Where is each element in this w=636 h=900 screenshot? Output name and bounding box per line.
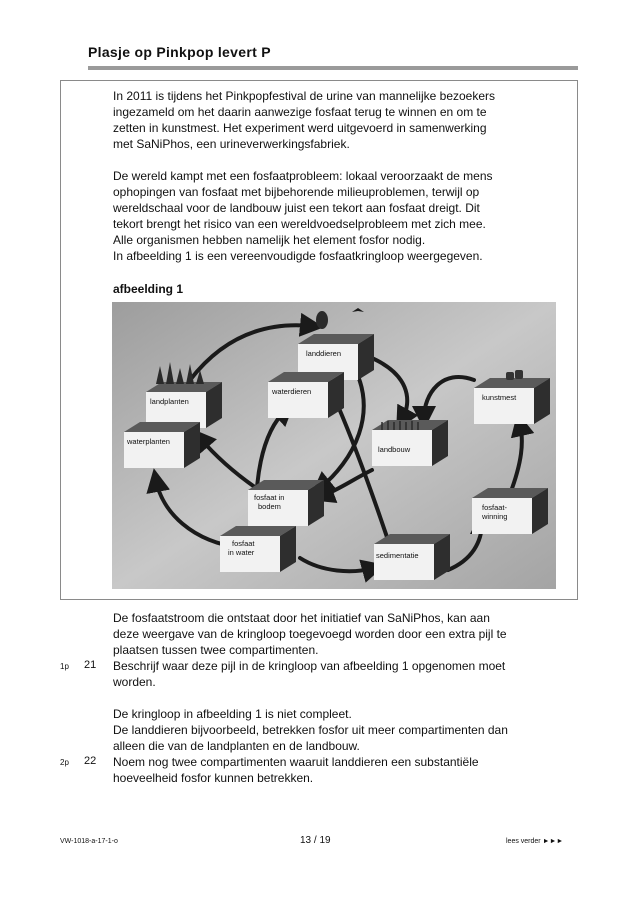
intro-paragraph-1 [113, 88, 568, 152]
text-line: plaatsen tussen twee compartimenten. [113, 643, 319, 657]
intro-paragraph-2 [113, 168, 568, 264]
label-landdieren: landdieren [306, 349, 342, 358]
text-line: wereldschaal voor de landbouw juist een tekort aan fosfaat dreigt. Dit [113, 201, 480, 215]
label-kunstmest: kunstmest [482, 393, 517, 402]
text-line: Alle organismen hebben namelijk het element fosfor nodig. [113, 233, 426, 247]
page-number: 13 / 19 [300, 835, 331, 846]
text-line: ingezameld om het daarin aanwezige fosfaat terug te winnen en om te [113, 105, 487, 119]
exam-code: VW-1018-a-17-1-o [60, 838, 118, 845]
compartment-fosfaat-in-bodem [248, 480, 324, 526]
compartment-sedimentatie [374, 534, 450, 580]
label-fosfaat-bodem-2: bodem [258, 502, 281, 511]
phosphate-cycle-figure [112, 302, 556, 589]
text-line: alleen die van de landplanten en de landbouw. [113, 739, 360, 753]
cycle-diagram [112, 302, 556, 589]
text-line: tekort brengt het risico van een wereldvoedselprobleem met zich mee. [113, 217, 486, 231]
question-22-number: 22 [84, 755, 97, 767]
compartment-waterdieren [268, 372, 344, 418]
text-line: De landdieren bijvoorbeeld, betrekken fosfor uit meer compartimenten dan [113, 723, 508, 737]
title-divider [88, 66, 578, 70]
question-21-marks: 1p [60, 662, 69, 671]
continue-indicator: lees verder ►►► [506, 838, 564, 845]
text-line: De kringloop in afbeelding 1 is niet compleet. [113, 707, 352, 721]
label-fosfaat-water-1: fosfaat [232, 539, 255, 548]
context-paragraph-2 [113, 706, 568, 754]
text-line: worden. [113, 675, 156, 689]
text-line: ophopingen van fosfaat met bijbehorende milieuproblemen, terwijl op [113, 185, 480, 199]
text-line: Noem nog twee compartimenten waaruit landdieren een substantiële [113, 755, 479, 769]
text-line: deze weergave van de kringloop toegevoegd worden door een extra pijl te [113, 627, 507, 641]
text-line: zetten in kunstmest. Het experiment werd uitgevoerd in samenwerking [113, 121, 487, 135]
text-line: In afbeelding 1 is een vereenvoudigde fosfaatkringloop weergegeven. [113, 249, 483, 263]
compartment-landplanten [146, 382, 222, 428]
compartment-waterplanten [124, 422, 200, 468]
compartment-fosfaatwinning [472, 488, 548, 534]
label-waterdieren: waterdieren [272, 387, 312, 396]
text-line: De wereld kampt met een fosfaatprobleem: lokaal veroorzaakt de mens [113, 169, 493, 183]
text-line: Beschrijf waar deze pijl in de kringloop van afbeelding 1 opgenomen moet [113, 659, 506, 673]
label-sedimentatie: sedimentatie [376, 551, 419, 560]
compartment-landbouw [372, 420, 448, 466]
page-title: Plasje op Pinkpop levert P [88, 44, 271, 60]
text-line: hoeveelheid fosfor kunnen betrekken. [113, 771, 314, 785]
label-waterplanten: waterplanten [127, 437, 170, 446]
label-fosfaatwinning-2: winning [482, 512, 508, 521]
compartment-fosfaat-in-water [220, 526, 296, 572]
text-line: De fosfaatstroom die ontstaat door het initiatief van SaNiPhos, kan aan [113, 611, 490, 625]
question-22-text [113, 754, 568, 786]
label-fosfaat-water-2: in water [228, 548, 255, 557]
crops-icon [382, 421, 418, 430]
figure-label: afbeelding 1 [113, 282, 184, 296]
figure-followup-paragraph [113, 610, 568, 658]
text-line: met SaNiPhos, een urineverwerkingsfabriek. [113, 137, 350, 151]
label-fosfaat-bodem-1: fosfaat in [254, 493, 285, 502]
question-21-number: 21 [84, 659, 97, 671]
label-landplanten: landplanten [150, 397, 189, 406]
compartment-kunstmest [474, 378, 550, 424]
text-line: In 2011 is tijdens het Pinkpopfestival de urine van mannelijke bezoekers [113, 89, 496, 103]
question-22-marks: 2p [60, 758, 69, 767]
label-fosfaatwinning-1: fosfaat- [482, 503, 508, 512]
label-landbouw: landbouw [378, 445, 411, 454]
question-21-text [113, 658, 568, 690]
